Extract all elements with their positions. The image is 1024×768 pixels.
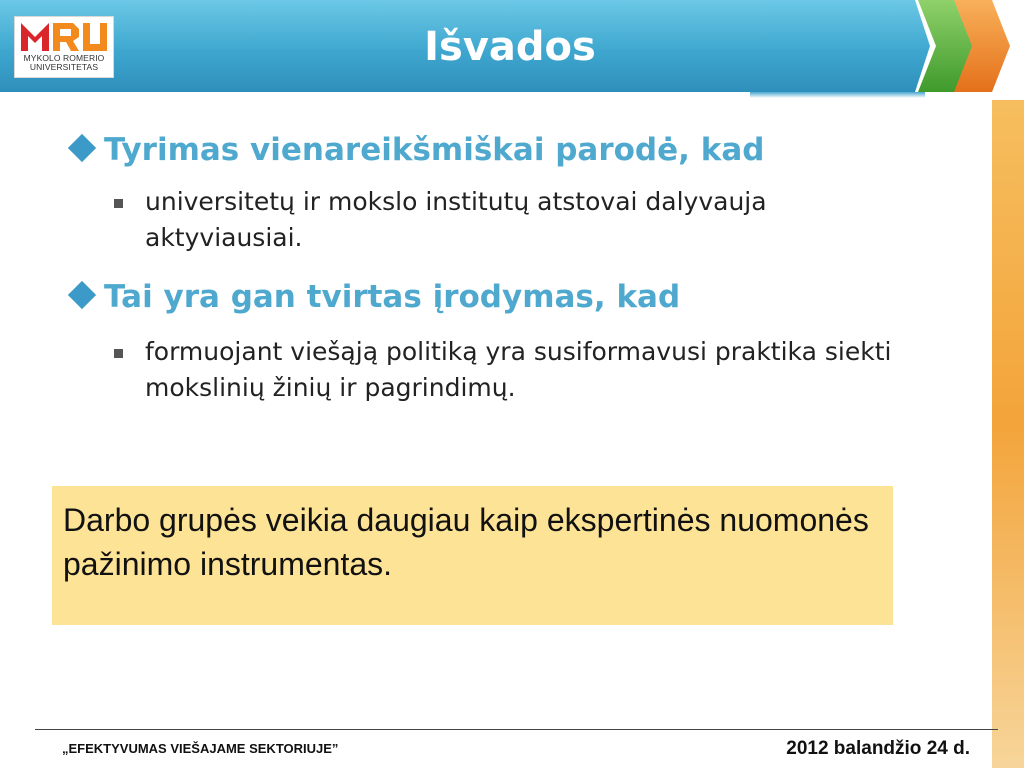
- conclusion-callout: [52, 486, 893, 625]
- university-logo: [14, 16, 114, 78]
- decorative-side-stripe: [992, 0, 1024, 768]
- section-heading-2: [68, 277, 680, 317]
- section-heading-1: [68, 130, 764, 170]
- footer-divider: [35, 729, 998, 730]
- section-heading-1-text: Tyrimas vienareikšmiškai parodė, kad: [104, 132, 765, 168]
- footer-date: 2012 balandžio 24 d.: [786, 738, 970, 759]
- square-bullet-icon: [114, 349, 123, 358]
- slide-title: Išvados: [424, 24, 596, 70]
- logo-line-1: MYKOLO ROMERIO: [23, 53, 105, 63]
- orange-chevron-icon: [952, 0, 1012, 92]
- section-heading-2-text: Tai yra gan tvirtas įrodymas, kad: [104, 279, 681, 315]
- logo-line-2: UNIVERSITETAS: [29, 62, 99, 72]
- mru-mark-icon: [21, 21, 107, 53]
- section-point-2: [145, 334, 925, 406]
- section-point-1: [145, 184, 925, 256]
- diamond-bullet-icon: [68, 134, 96, 162]
- section-point-1-text: universitetų ir mokslo institutų atstovai dalyvauja aktyviausiai.: [145, 187, 767, 252]
- footer-event-title: „EFEKTYVUMAS VIEŠAJAME SEKTORIUJE”: [62, 741, 339, 756]
- section-point-2-text: formuojant viešąją politiką yra susiformavusi praktika siekti mokslinių žinių ir pagrindimų.: [145, 337, 892, 402]
- header-shadow: [750, 92, 925, 98]
- square-bullet-icon: [114, 199, 123, 208]
- callout-text: Darbo grupės veikia daugiau kaip ekspertinės nuomonės pažinimo instrumentas.: [63, 502, 869, 582]
- diamond-bullet-icon: [68, 281, 96, 309]
